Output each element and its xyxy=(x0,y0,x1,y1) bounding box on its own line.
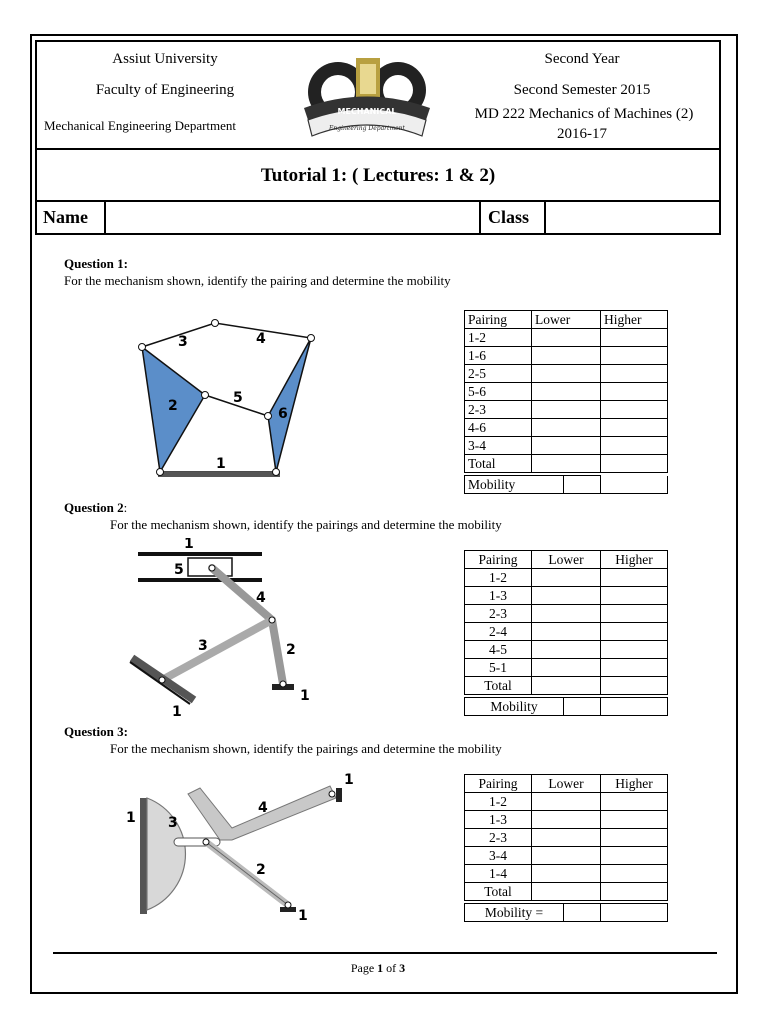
table-row xyxy=(465,437,668,455)
table-row xyxy=(465,455,668,473)
table-row xyxy=(465,623,668,641)
row-label: Total xyxy=(465,455,532,473)
q3-header-lower: Lower xyxy=(532,775,601,793)
table-row xyxy=(465,587,668,605)
higher-cell[interactable] xyxy=(601,455,668,473)
lower-cell[interactable] xyxy=(532,419,601,437)
mobility-value[interactable] xyxy=(564,904,601,922)
table-row xyxy=(465,365,668,383)
lower-cell[interactable] xyxy=(532,811,601,829)
question-1-text: For the mechanism shown, identify the pairing and determine the mobility xyxy=(64,273,451,288)
question-1-figure xyxy=(118,310,338,482)
lower-cell[interactable] xyxy=(532,677,601,695)
table-row xyxy=(465,569,668,587)
name-divider xyxy=(104,200,106,235)
row-label: Total xyxy=(465,883,532,901)
table-row xyxy=(465,419,668,437)
row-label: 2-3 xyxy=(465,829,532,847)
lower-cell[interactable] xyxy=(532,829,601,847)
lower-cell[interactable] xyxy=(532,623,601,641)
row-label: 2-3 xyxy=(465,605,532,623)
q1-label-3: 3 xyxy=(178,334,188,350)
row-label: 5-6 xyxy=(465,383,532,401)
year-label: Second Year xyxy=(544,51,620,67)
lower-cell[interactable] xyxy=(532,883,601,901)
higher-cell[interactable] xyxy=(601,569,668,587)
q1-label-2: 2 xyxy=(168,398,178,414)
row-label: 2-4 xyxy=(465,623,532,641)
table-row xyxy=(465,641,668,659)
higher-cell[interactable] xyxy=(601,677,668,695)
q2-label-5: 5 xyxy=(174,562,184,578)
lower-cell[interactable] xyxy=(532,347,601,365)
q2-label-2: 2 xyxy=(286,642,296,658)
header-divider xyxy=(35,148,721,150)
lower-cell[interactable] xyxy=(532,659,601,677)
higher-cell[interactable] xyxy=(601,587,668,605)
department-name: Mechanical Engineering Department xyxy=(44,118,237,133)
higher-cell[interactable] xyxy=(601,383,668,401)
row-label: 1-6 xyxy=(465,347,532,365)
row-label: 3-4 xyxy=(465,847,532,865)
higher-cell[interactable] xyxy=(601,793,668,811)
q2-header-pairing: Pairing xyxy=(465,551,532,569)
table-row xyxy=(465,811,668,829)
question-2-figure xyxy=(120,538,320,718)
table-row xyxy=(465,883,668,901)
higher-cell[interactable] xyxy=(601,419,668,437)
question-3-text: For the mechanism shown, identify the pairings and determine the mobility xyxy=(110,741,502,756)
lower-cell[interactable] xyxy=(532,793,601,811)
higher-cell[interactable] xyxy=(601,347,668,365)
higher-cell[interactable] xyxy=(601,641,668,659)
table-row xyxy=(465,829,668,847)
lower-cell[interactable] xyxy=(532,329,601,347)
table-row xyxy=(465,605,668,623)
question-2-mobility xyxy=(464,697,668,716)
higher-cell[interactable] xyxy=(601,865,668,883)
name-field-end xyxy=(479,200,481,235)
table-row xyxy=(465,383,668,401)
q3-label-2: 2 xyxy=(256,862,266,878)
q2-label-4: 4 xyxy=(256,590,266,606)
q1-label-1: 1 xyxy=(216,456,226,472)
row-label: 1-2 xyxy=(465,793,532,811)
q2-label-1-right: 1 xyxy=(300,688,310,704)
q1-header-pairing: Pairing xyxy=(465,311,532,329)
table-row xyxy=(465,847,668,865)
page-number: Page 1 of 3 xyxy=(350,961,406,975)
academic-year: 2016-17 xyxy=(557,126,607,142)
higher-cell[interactable] xyxy=(601,847,668,865)
lower-cell[interactable] xyxy=(532,383,601,401)
logo-text-top: MECHANICAL xyxy=(337,107,397,116)
higher-cell[interactable] xyxy=(601,437,668,455)
table-row xyxy=(465,347,668,365)
faculty-name: Faculty of Engineering xyxy=(95,82,235,98)
question-2-table xyxy=(464,550,668,695)
q1-label-6: 6 xyxy=(278,406,288,422)
row-label: 4-6 xyxy=(465,419,532,437)
mobility-value[interactable] xyxy=(564,698,601,716)
q2-label-1-bottom: 1 xyxy=(172,704,182,718)
q1-label-5: 5 xyxy=(233,390,243,406)
row-label: 1-4 xyxy=(465,865,532,883)
question-3-figure xyxy=(120,770,360,925)
mobility-label: Mobility xyxy=(465,698,564,716)
row-label: 2-5 xyxy=(465,365,532,383)
q2-label-3: 3 xyxy=(198,638,208,654)
semester-label: Second Semester 2015 xyxy=(513,82,651,98)
page-title: Tutorial 1: ( Lectures: 1 & 2) xyxy=(260,165,496,186)
lower-cell[interactable] xyxy=(532,569,601,587)
q1-label-4: 4 xyxy=(256,331,266,347)
course-label: MD 222 Mechanics of Machines (2) xyxy=(474,106,694,122)
row-label: 5-1 xyxy=(465,659,532,677)
higher-cell[interactable] xyxy=(601,365,668,383)
lower-cell[interactable] xyxy=(532,865,601,883)
q1-header-higher: Higher xyxy=(601,311,668,329)
table-row xyxy=(465,677,668,695)
q1-header-lower: Lower xyxy=(532,311,601,329)
lower-cell[interactable] xyxy=(532,437,601,455)
q3-label-1-top: 1 xyxy=(344,772,354,788)
question-2-text: For the mechanism shown, identify the pairings and determine the mobility xyxy=(110,517,502,532)
higher-cell[interactable] xyxy=(601,623,668,641)
table-row xyxy=(465,793,668,811)
class-divider xyxy=(544,200,546,235)
title-divider xyxy=(35,200,721,202)
mobility-label: Mobility xyxy=(465,476,564,494)
question-1-heading: Question 1: xyxy=(64,256,128,271)
row-label: Total xyxy=(465,677,532,695)
lower-cell[interactable] xyxy=(532,401,601,419)
higher-cell[interactable] xyxy=(601,829,668,847)
table-row xyxy=(465,329,668,347)
row-label: 2-3 xyxy=(465,401,532,419)
question-3-table xyxy=(464,774,668,901)
lower-cell[interactable] xyxy=(532,847,601,865)
q3-header-higher: Higher xyxy=(601,775,668,793)
q2-header-lower: Lower xyxy=(532,551,601,569)
mobility-value[interactable] xyxy=(564,476,601,494)
row-label: 1-2 xyxy=(465,329,532,347)
q3-label-3: 3 xyxy=(168,815,178,831)
row-label: 1-2 xyxy=(465,569,532,587)
row-label: 1-3 xyxy=(465,587,532,605)
q2-header-higher: Higher xyxy=(601,551,668,569)
lower-cell[interactable] xyxy=(532,641,601,659)
lower-cell[interactable] xyxy=(532,605,601,623)
name-label: Name xyxy=(43,207,88,227)
q3-label-4: 4 xyxy=(258,800,268,816)
row-label: 1-3 xyxy=(465,811,532,829)
mobility-label: Mobility = xyxy=(465,904,564,922)
higher-cell[interactable] xyxy=(601,605,668,623)
table-row xyxy=(465,865,668,883)
question-3-heading: Question 3: xyxy=(64,724,128,739)
q3-header-pairing: Pairing xyxy=(465,775,532,793)
higher-cell[interactable] xyxy=(601,883,668,901)
question-2-heading: Question 2: xyxy=(64,500,128,515)
logo-text-bottom: Engineering Department xyxy=(329,125,405,132)
lower-cell[interactable] xyxy=(532,587,601,605)
higher-cell[interactable] xyxy=(601,329,668,347)
higher-cell[interactable] xyxy=(601,811,668,829)
footer-rule xyxy=(53,952,717,954)
question-3-mobility xyxy=(464,903,668,922)
row-label: 4-5 xyxy=(465,641,532,659)
lower-cell[interactable] xyxy=(532,455,601,473)
university-name: Assiut University xyxy=(112,51,218,67)
lower-cell[interactable] xyxy=(532,365,601,383)
class-label: Class xyxy=(488,207,530,227)
table-row xyxy=(465,401,668,419)
higher-cell[interactable] xyxy=(601,659,668,677)
q3-label-1-left: 1 xyxy=(126,810,136,826)
table-row xyxy=(465,659,668,677)
q2-label-1-top: 1 xyxy=(184,538,194,552)
higher-cell[interactable] xyxy=(601,401,668,419)
row-label: 3-4 xyxy=(465,437,532,455)
question-1-mobility xyxy=(464,475,668,494)
department-logo xyxy=(296,50,438,140)
question-1-table xyxy=(464,310,668,473)
q3-label-1-bottom: 1 xyxy=(298,908,308,924)
